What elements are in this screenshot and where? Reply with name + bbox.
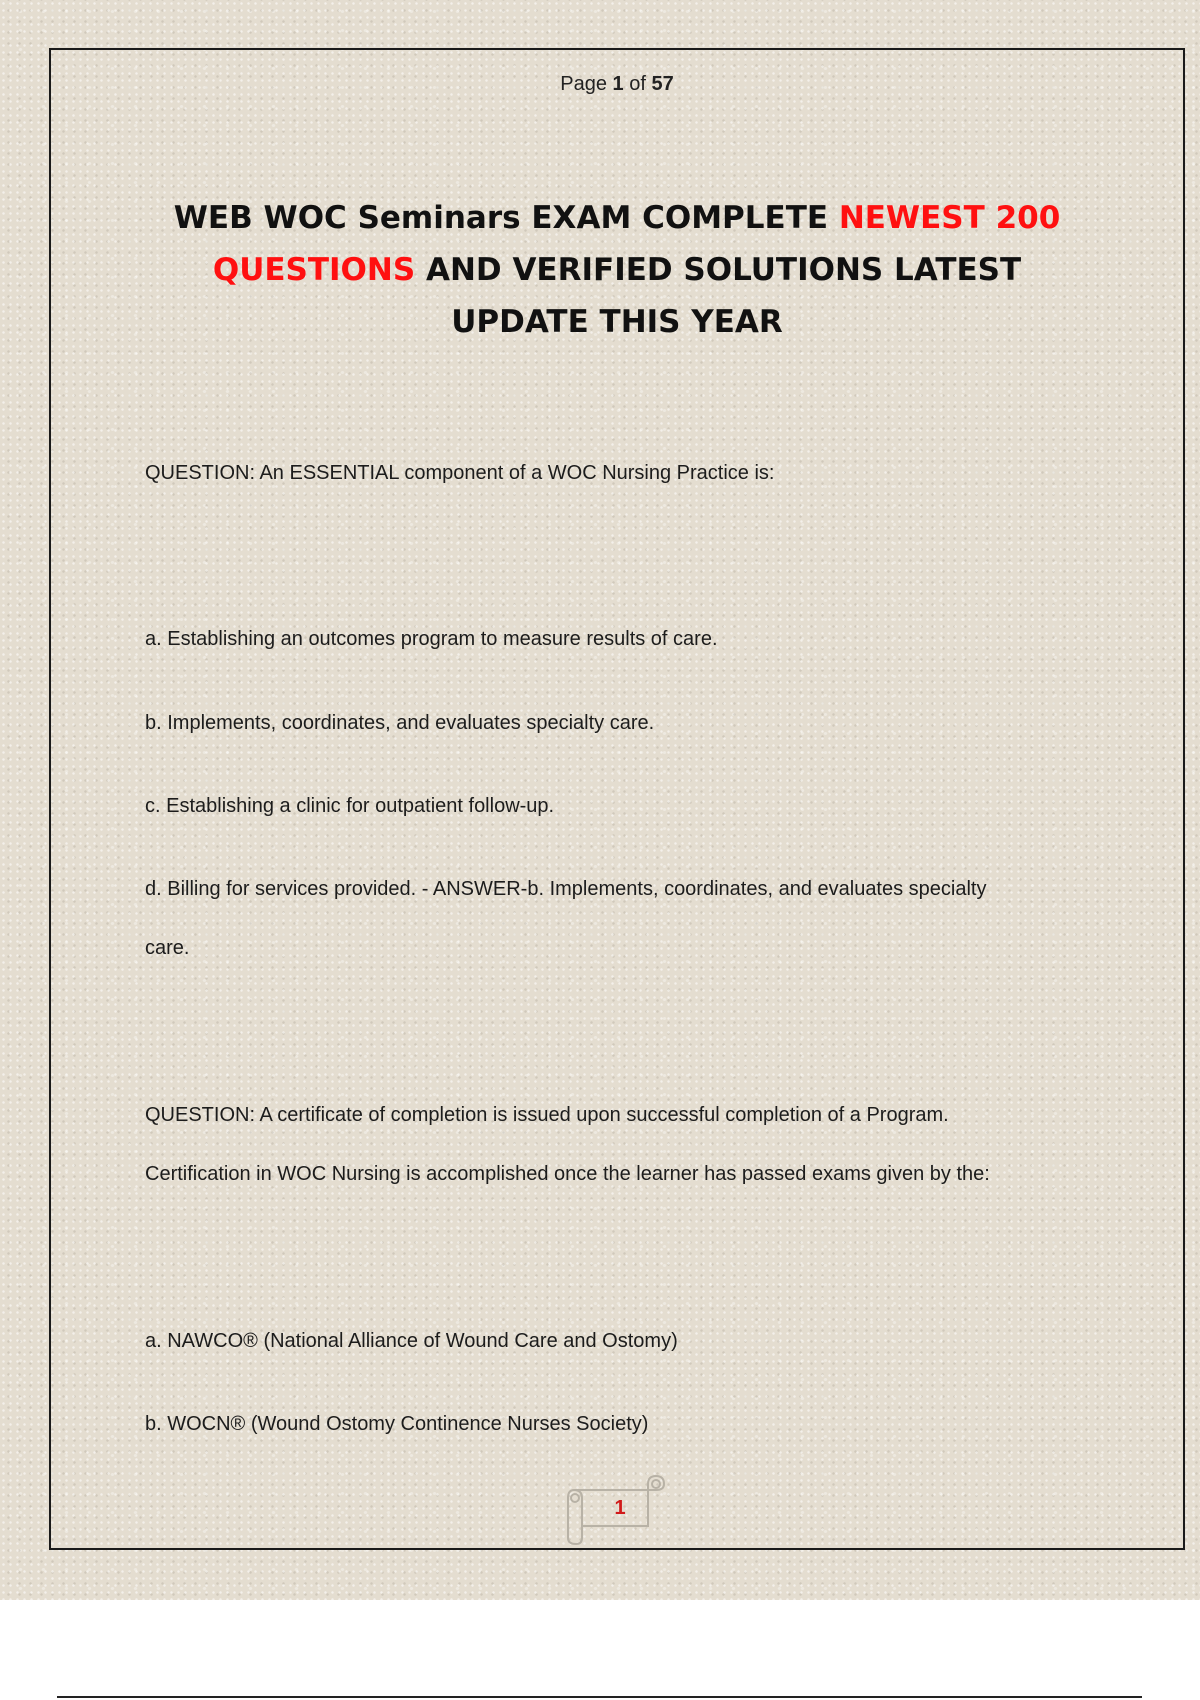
title-highlight-questions: QUESTIONS: [212, 252, 416, 288]
question-1: QUESTION: An ESSENTIAL component of a WOC Nursing Practice is:: [145, 462, 775, 484]
footer-page-number: 1: [614, 1497, 626, 1519]
bottom-divider: [57, 1696, 1142, 1698]
title-part-1: WEB WOC Seminars EXAM COMPLETE: [173, 200, 839, 236]
question-1-option-d-continued: care.: [145, 937, 190, 959]
page-label: Page: [560, 73, 607, 95]
title-highlight-newest: NEWEST 200: [838, 200, 1061, 236]
question-2-line-1: QUESTION: A certificate of completion is issued upon successful completion of a Program.: [145, 1104, 949, 1126]
question-2-option-b: b. WOCN® (Wound Ostomy Continence Nurses Society): [145, 1413, 649, 1435]
question-1-option-a: a. Establishing an outcomes program to measure results of care.: [145, 628, 718, 650]
page-indicator: [0, 73, 1200, 96]
document-title: [150, 192, 1084, 348]
title-part-4: AND VERIFIED SOLUTIONS LATEST: [415, 252, 1022, 288]
title-part-5: UPDATE THIS YEAR: [451, 304, 783, 340]
question-1-option-c: c. Establishing a clinic for outpatient follow-up.: [145, 795, 555, 817]
question-2-line-2: Certification in WOC Nursing is accomplished once the learner has passed exams given by the:: [145, 1163, 990, 1185]
page-of: of: [629, 73, 646, 95]
question-1-option-d: d. Billing for services provided. - ANSWER-b. Implements, coordinates, and evaluates specialty: [145, 878, 987, 900]
page-current: 1: [612, 73, 624, 95]
question-1-option-b: b. Implements, coordinates, and evaluates specialty care.: [145, 712, 655, 734]
question-2-option-a: a. NAWCO® (National Alliance of Wound Care and Ostomy): [145, 1330, 678, 1352]
page-total: 57: [651, 73, 674, 95]
